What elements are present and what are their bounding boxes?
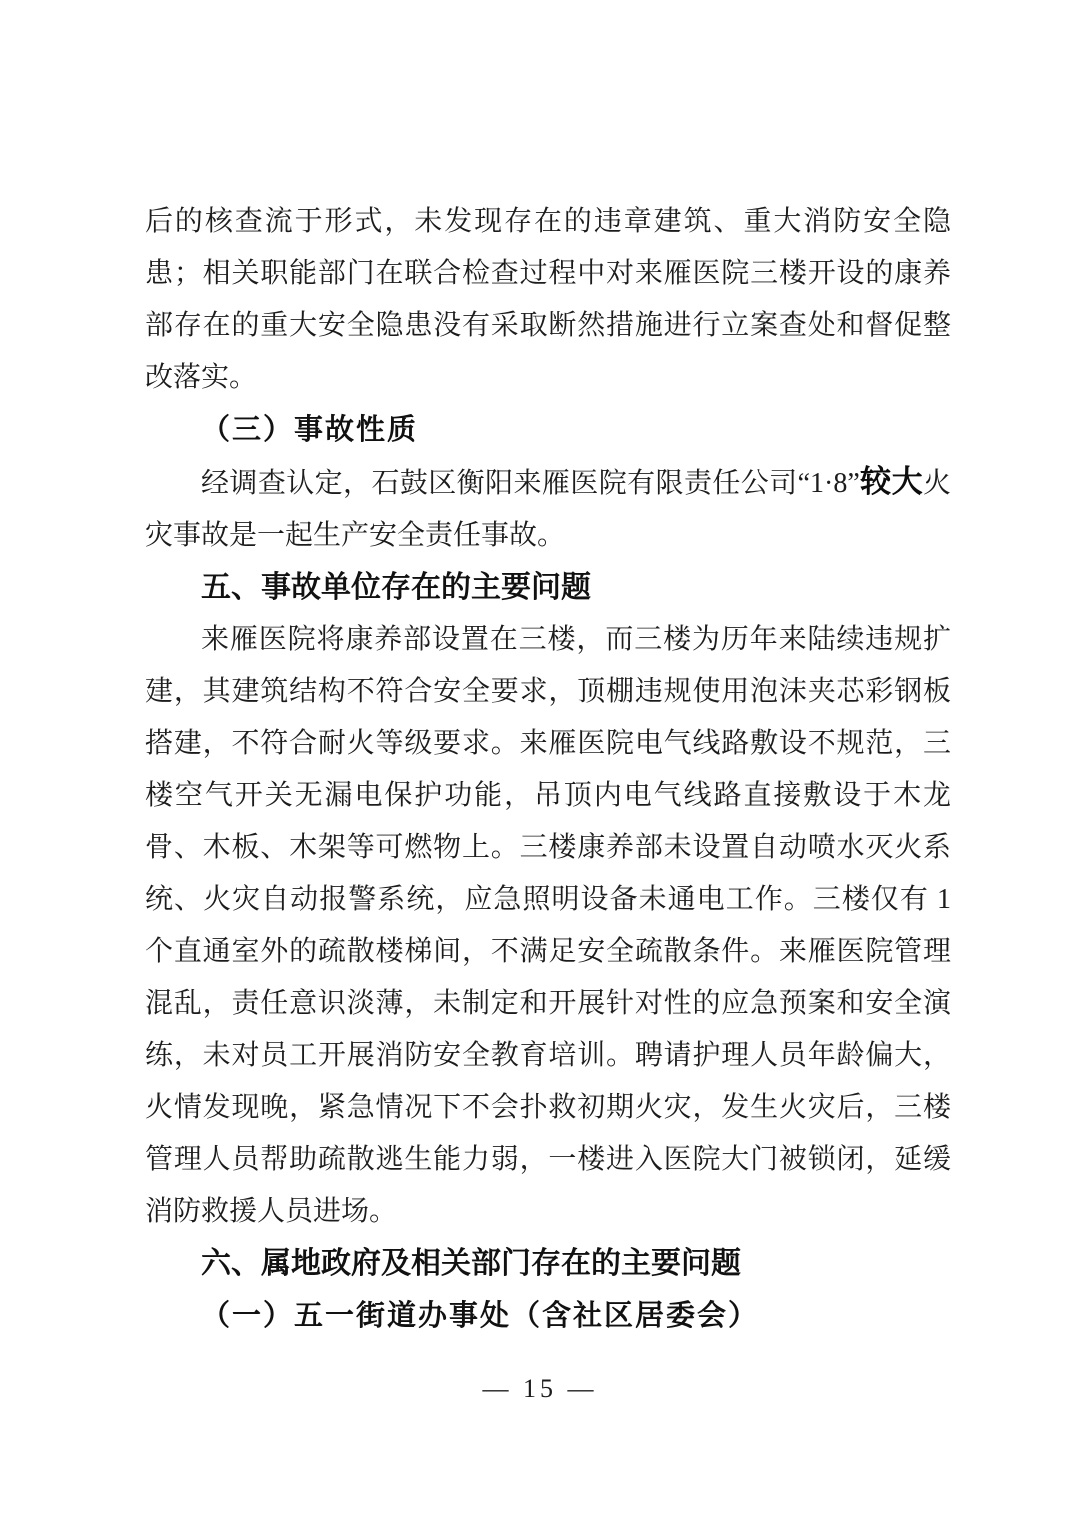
- text-run: 较大: [859, 464, 923, 499]
- section-heading: [145, 1238, 951, 1290]
- text-run: （三）事故性质: [201, 414, 419, 446]
- text-run: 五、事故单位存在的主要问题: [201, 571, 591, 604]
- paragraph: [145, 196, 951, 404]
- section-heading: [145, 562, 951, 614]
- text-run: 后的核查流于形式，未发现存在的违章建筑、重大消防安全隐患；相关职能部门在联合检查过程中对来雁医院三楼开设的康养部存在的重大安全隐患没有采取断然措施进行立案查处和督促整改落实。: [145, 206, 951, 393]
- text-run: 火灾事故是一起生产安全责任事故。: [145, 468, 952, 551]
- text-run: 经调查认定，石鼓区衡阳来雁医院有限责任公司“1·8”: [201, 468, 860, 499]
- paragraph: [145, 614, 951, 1238]
- text-run: 来雁医院将康养部设置在三楼，而三楼为历年来陆续违规扩建，其建筑结构不符合安全要求，顶棚违规使用泡沫夹芯彩钢板搭建，不符合耐火等级要求。来雁医院电气线路敷设不规范，三楼空气开关无漏电保护功能，吊顶内电气线路直接敷设于木龙骨、木板、木架等可燃物上。三楼康养部未设置自动喷水灭火系统、火灾自动报警系统，应急照明设备未通电工作。三楼仅有 1 个直通室外的疏散楼梯间，不满足安全疏散条件。来雁医院管理混乱，责任意识淡薄，未制定和开展针对性的应急预案和安全演练，未对员工开展消防安全教育培训。聘请护理人员年龄偏大，火情发现晚，紧急情况下不会扑救初期火灾，发生火灾后，三楼管理人员帮助疏散逃生能力弱，一楼进入医院大门被锁闭，延缓消防救援人员进场。: [145, 624, 951, 1227]
- text-run: 六、属地政府及相关部门存在的主要问题: [201, 1247, 741, 1280]
- paragraph: [145, 456, 951, 562]
- page-number: — 15 —: [482, 1374, 598, 1403]
- section-heading: [145, 1290, 951, 1342]
- document-body: [145, 196, 951, 1342]
- text-run: （一）五一街道办事处（含社区居委会）: [201, 1300, 760, 1332]
- section-heading: [145, 404, 951, 456]
